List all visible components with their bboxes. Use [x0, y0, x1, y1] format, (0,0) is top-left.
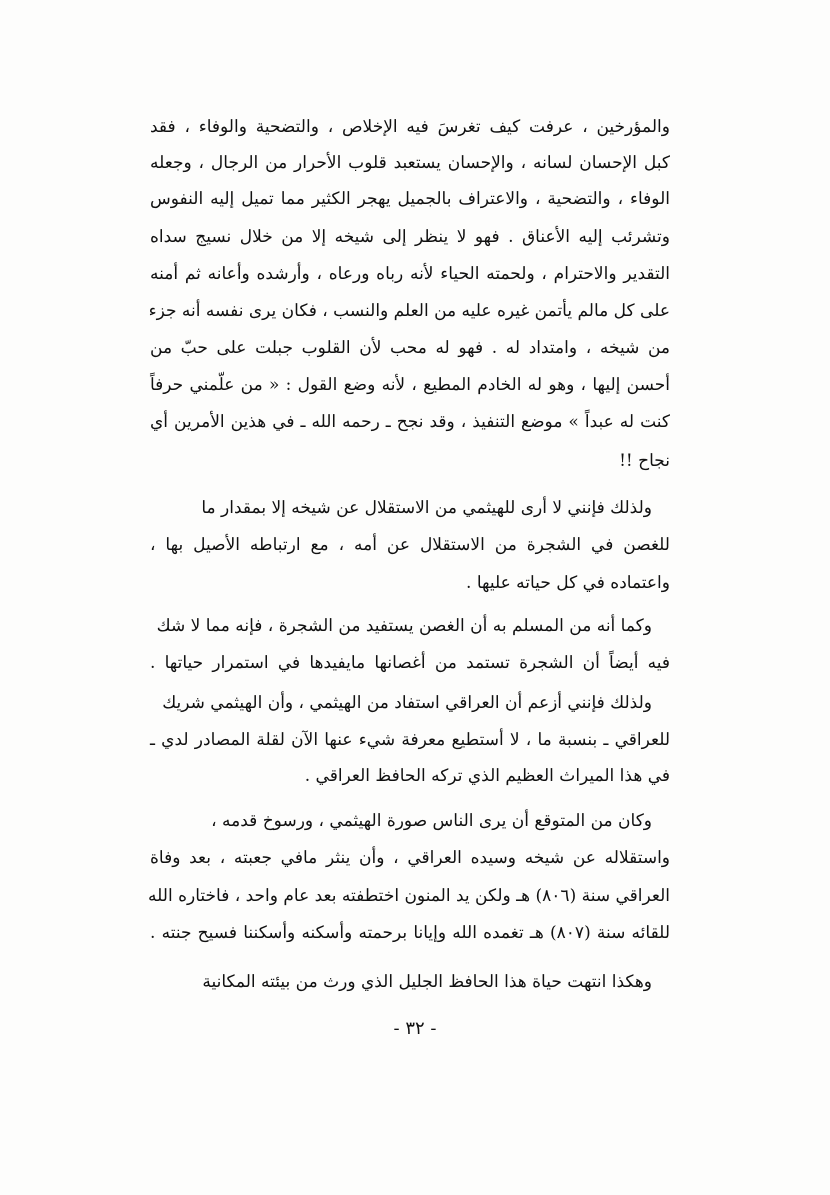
text-line-8: أحسن إليها ، وهو له الخادم المطيع ، لأنه وضع القول : « من علّمني حرفاً: [150, 375, 670, 395]
text-line-7: من شيخه ، وامتداد له . فهو له محب لأن القلوب جبلت على حبّ من: [150, 338, 670, 358]
text-line-21: العراقي سنة (٨٠٦) هـ ولكن يد المنون اختطفته بعد عام واحد ، فاختاره الله: [148, 886, 670, 906]
text-line-15: فيه أيضاً أن الشجرة تستمد من أغصانها مايفيدها في استمرار حياتها .: [150, 653, 670, 673]
text-line-20: واستقلاله عن شيخه وسيده العراقي ، وأن ينثر مافي جعبته ، بعد وفاة: [150, 848, 670, 868]
text-line-22: للقائه سنة (٨٠٧) هـ تغمده الله وإيانا برحمته وأسكنه وأسكننا فسيح جنته .: [150, 923, 670, 943]
text-line-9: كنت له عبداً » موضع التنفيذ ، وقد نجح ـ رحمه الله ـ في هذين الأمرين أي: [150, 412, 670, 432]
text-line-14: وكما أنه من المسلم به أن الغصن يستفيد من الشجرة ، فإنه مما لا شك: [156, 616, 652, 636]
text-line-6: على كل مالم يأتمن غيره عليه من العلم والنسب ، فكان يرى نفسه أنه جزء: [148, 301, 670, 321]
text-line-5: التقدير والاحترام ، ولحمته الحياء لأنه رباه ورعاه ، وأرشده وأعانه ثم أمنه: [150, 264, 670, 284]
text-line-13: واعتماده في كل حياته عليها .: [466, 573, 670, 593]
text-line-3: الوفاء ، والتضحية ، والاعتراف بالجميل يهجر الكثير مما تميل إليه النفوس: [150, 189, 670, 209]
page-number: - ٣٢ -: [393, 1018, 437, 1039]
text-line-1: والمؤرخين ، عرفت كيف تغرسَ فيه الإخلاص ، والتضحية والوفاء ، فقد: [150, 117, 670, 137]
text-line-2: كبل الإحسان لسانه ، والإحسان يستعبد قلوب الأحرار من الرجال ، وجعله: [150, 153, 670, 173]
text-line-11: ولذلك فإنني لا أرى للهيثمي من الاستقلال عن شيخه إلا بمقدار ما: [201, 498, 652, 518]
text-line-18: في هذا الميراث العظيم الذي تركه الحافظ العراقي .: [304, 766, 670, 786]
text-line-12: للغصن في الشجرة من الاستقلال عن أمه ، مع ارتباطه الأصيل بها ،: [150, 535, 670, 555]
text-line-17: للعراقي ـ بنسبة ما ، لا أستطيع معرفة شيء عنها الآن لقلة المصادر لدي ـ: [150, 730, 670, 750]
text-line-4: وتشرئب إليه الأعناق . فهو لا ينظر إلى شيخه إلا من خلال نسيج سداه: [150, 227, 670, 247]
text-line-10: نجاح !!: [619, 451, 670, 471]
text-line-19: وكان من المتوقع أن يرى الناس صورة الهيثمي ، ورسوخ قدمه ،: [211, 811, 652, 831]
text-line-16: ولذلك فإنني أزعم أن العراقي استفاد من الهيثمي ، وأن الهيثمي شريك: [162, 693, 652, 713]
text-line-23: وهكذا انتهت حياة هذا الحافظ الجليل الذي ورث من بيئته المكانية: [202, 972, 652, 992]
